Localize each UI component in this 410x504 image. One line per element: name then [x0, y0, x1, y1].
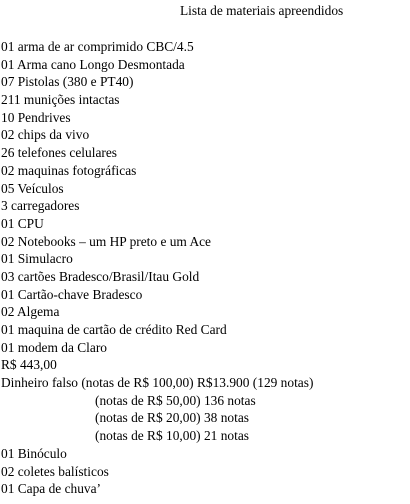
list-item-continuation: (notas de R$ 10,00) 21 notas	[95, 428, 249, 444]
list-item: 02 Algema	[1, 304, 60, 320]
list-item: 02 maquinas fotográficas	[1, 162, 137, 178]
list-item: 02 Notebooks – um HP preto e um Ace	[1, 233, 212, 249]
list-item: 01 modem da Claro	[1, 339, 107, 355]
list-item: 3 carregadores	[1, 198, 80, 214]
seized-items-list	[1, 38, 313, 498]
list-item: 01 arma de ar comprimido CBC/4.5	[1, 39, 194, 54]
list-item: Dinheiro falso (notas de R$ 100,00) R$13.900 (129 notas)	[1, 375, 314, 391]
list-item: 02 chips da vivo	[1, 127, 90, 143]
list-item: R$ 443,00	[1, 357, 57, 373]
list-item: 211 munições intactas	[1, 92, 120, 108]
list-item: 01 maquina de cartão de crédito Red Card	[1, 322, 227, 337]
list-item: 02 coletes balísticos	[1, 463, 109, 479]
list-item: 01 Capa de chuva’	[1, 481, 102, 497]
list-item: 10 Pendrives	[1, 109, 71, 125]
list-item: 01 Arma cano Longo Desmontada	[1, 56, 185, 72]
list-item-continuation: (notas de R$ 50,00) 136 notas	[95, 392, 256, 408]
list-item-continuation: (notas de R$ 20,00) 38 notas	[95, 410, 249, 426]
list-item: 05 Veículos	[1, 180, 64, 196]
list-item: 01 Simulacro	[1, 251, 73, 267]
list-item: 01 Cartão-chave Bradesco	[1, 286, 143, 302]
list-item: 01 Binóculo	[1, 445, 67, 461]
list-item: 07 Pistolas (380 e PT40)	[1, 74, 134, 90]
document-title: Lista de materiais apreendidos	[180, 3, 344, 18]
list-item: 03 cartões Bradesco/Brasil/Itau Gold	[1, 268, 200, 284]
list-item: 01 CPU	[1, 215, 44, 231]
list-item: 26 telefones celulares	[1, 145, 117, 161]
